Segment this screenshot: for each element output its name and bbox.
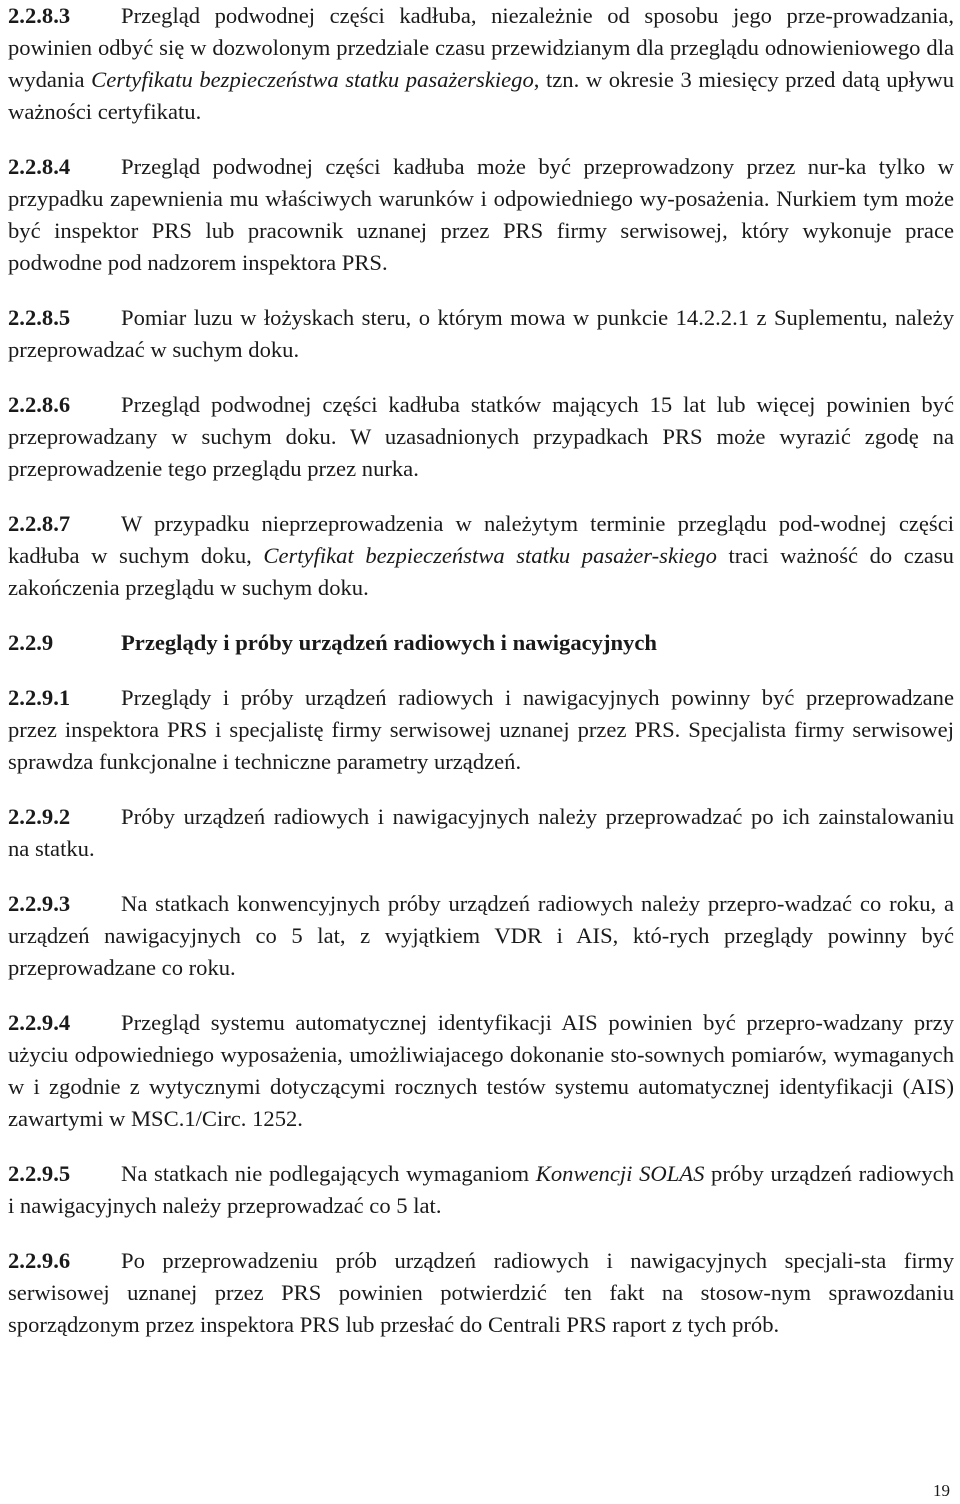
paragraph-text: , tzn. w okresie 3 miesięcy przed datą upływu ważności certyfikatu. [8, 67, 954, 124]
italic-term: Certyfikat bezpieczeństwa statku pasażer-skiego [263, 543, 717, 568]
paragraph-text: Przegląd podwodnej części kadłuba statków mających 15 lat lub więcej powinien być przeprowadzany w suchym doku. W uzasadnionych przypadkach PRS może wyrazić zgodę na przeprowadzenie tego przeglądu przez nurka. [8, 392, 954, 481]
section-number: 2.2.9.3 [8, 891, 71, 916]
heading-text: Przeglądy i próby urządzeń radiowych i nawigacyjnych [121, 630, 657, 655]
paragraph-2-2-8-4 [8, 151, 954, 279]
paragraph-2-2-9-5 [8, 1158, 954, 1222]
paragraph-text: traci ważność do czasu zakończenia przeglądu w suchym doku. [8, 543, 954, 600]
section-number: 2.2.9.2 [8, 804, 71, 829]
section-number: 2.2.9.6 [8, 1248, 71, 1273]
paragraph-text: Na statkach konwencyjnych próby urządzeń radiowych należy przepro-wadzać co roku, a urządzeń nawigacyjnych co 5 lat, z wyjątkiem VDR i AIS, któ-rych przeglądy powinny być przeprowadzane co roku. [8, 891, 954, 980]
paragraph-2-2-9-6 [8, 1245, 954, 1341]
paragraph-2-2-9-2 [8, 801, 954, 865]
section-number: 2.2.8.5 [8, 305, 71, 330]
paragraph-2-2-9-1 [8, 682, 954, 778]
paragraph-text: Przegląd podwodnej części kadłuba, niezależnie od sposobu jego prze-prowadzania, powinien odbyć się w dozwolonym przedziale czasu przewidzianym dla przeglądu odnowieniowego dla wydania [8, 3, 954, 92]
document-page [8, 0, 954, 1341]
paragraph-text: Przegląd podwodnej części kadłuba może być przeprowadzony przez nur-ka tylko w przypadku zapewnienia mu właściwych warunków i odpowiedniego wy-posażenia. Nurkiem tym może być inspektor PRS lub pracownik uznanej przez PRS firmy serwisowej, który wykonuje prace podwodne pod nadzorem inspektora PRS. [8, 154, 954, 275]
paragraph-2-2-8-3 [8, 0, 954, 128]
section-number: 2.2.9.4 [8, 1010, 71, 1035]
paragraph-2-2-8-7 [8, 508, 954, 604]
paragraph-text: Na statkach nie podlegających wymaganiom [121, 1161, 536, 1186]
paragraph-text: Przeglądy i próby urządzeń radiowych i nawigacyjnych powinny być przeprowadzane przez inspektora PRS i specjalistę firmy serwisowej uznanej przez PRS. Specjalista firmy serwisowej sprawdza funkcjonalne i techniczne parametry urządzeń. [8, 685, 954, 774]
section-heading-2-2-9 [8, 627, 954, 659]
paragraph-text: Pomiar luzu w łożyskach steru, o którym mowa w punkcie 14.2.2.1 z Suplementu, należy przeprowadzać w suchym doku. [8, 305, 954, 362]
paragraph-2-2-9-4 [8, 1007, 954, 1135]
section-number: 2.2.9.5 [8, 1161, 71, 1186]
paragraph-text: Po przeprowadzeniu prób urządzeń radiowych i nawigacyjnych specjali-sta firmy serwisowej uznanej przez PRS powinien potwierdzić ten fakt na stosow-nym sprawozdaniu sporządzonym przez inspektora PRS lub przesłać do Centrali PRS raport z tych prób. [8, 1248, 954, 1337]
section-number: 2.2.8.4 [8, 154, 71, 179]
italic-term: Konwencji SOLAS [535, 1161, 705, 1186]
italic-term: Certyfikatu bezpieczeństwa statku pasażerskiego [91, 67, 534, 92]
section-number: 2.2.9 [8, 630, 54, 655]
section-number: 2.2.8.6 [8, 392, 71, 417]
paragraph-text: Przegląd systemu automatycznej identyfikacji AIS powinien być przepro-wadzany przy użyciu odpowiedniego wyposażenia, umożliwiajacego dokonanie sto-sownych pomiarów, wymaganych w i zgodnie z wytycznymi dotyczącymi rocznych testów systemu automatycznej identyfikacji (AIS) zawartymi w MSC.1/Circ. 1252. [8, 1010, 954, 1131]
paragraph-text: W przypadku nieprzeprowadzenia w należytym terminie przeglądu pod-wodnej części kadłuba w suchym doku, [8, 511, 954, 568]
section-number: 2.2.8.7 [8, 511, 71, 536]
paragraph-2-2-8-5 [8, 302, 954, 366]
section-number: 2.2.9.1 [8, 685, 71, 710]
section-number: 2.2.8.3 [8, 3, 71, 28]
paragraph-text: Próby urządzeń radiowych i nawigacyjnych należy przeprowadzać po ich zainstalowaniu na statku. [8, 804, 954, 861]
paragraph-2-2-9-3 [8, 888, 954, 984]
paragraph-text: próby urządzeń radiowych i nawigacyjnych należy przeprowadzać co 5 lat. [8, 1161, 954, 1218]
paragraph-2-2-8-6 [8, 389, 954, 485]
page-number: 19 [933, 1481, 950, 1500]
